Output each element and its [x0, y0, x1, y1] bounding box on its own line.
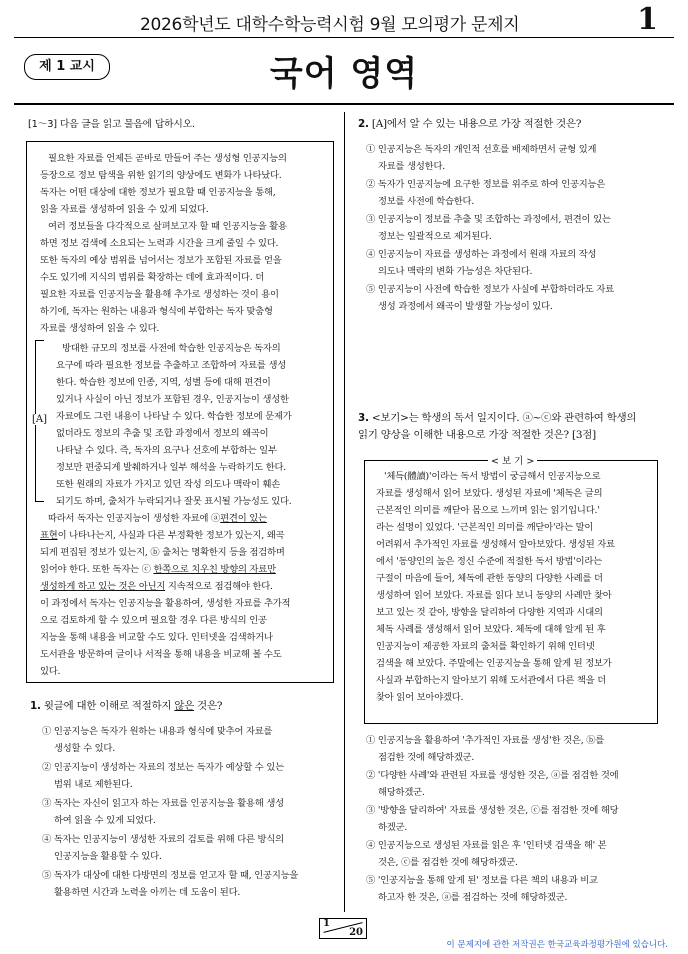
passage-line: 있다.	[40, 666, 61, 677]
passage-line: 독자는 어떤 대상에 대한 정보가 필요할 때 인공지능을 통해,	[40, 187, 276, 198]
passage-text: 읽어야 한다. 또한 독자는 ⓒ	[40, 564, 154, 575]
passage-line: 요구에 따라 필요한 정보를 추출하고 조합하여 자료를 생성	[56, 360, 287, 371]
bogi-line: 검색을 해 보았다. 주말에는 인공지능을 통해 알게 된 정보가	[376, 658, 612, 669]
choice-1[interactable]: ① 인공지능은 독자의 개인적 선호를 배제하면서 균형 있게	[366, 144, 597, 155]
passage-line	[40, 527, 284, 544]
bogi-line: 인공지능이 제공한 자료의 출처를 확인하기 위해 인터넷	[376, 641, 595, 652]
passage-line: 필요한 자료를 언제든 곧바로 만들어 주는 생성형 인공지능의	[48, 153, 287, 164]
choice-5-cont: 활용하면 시간과 노력을 아끼는 데 도움이 된다.	[54, 887, 241, 898]
choice-4-cont: 인공지능을 활용할 수 있다.	[54, 851, 162, 862]
choice-2[interactable]: ② '다양한 사례'와 관련된 자료를 생성한 것은, ⓐ를 점검한 것에	[366, 770, 619, 781]
choice-3[interactable]: ③ 독자는 자신이 읽고자 하는 자료를 인공지능을 활용해 생성	[42, 798, 284, 809]
choice-2[interactable]: ② 독자가 인공지능에 요구한 정보를 위주로 하여 인공지능은	[366, 179, 606, 190]
choice-3-cont: 정보는 일괄적으로 제거된다.	[378, 231, 492, 242]
choice-5-cont: 하고자 한 것은, ⓐ를 점검하는 것에 해당하겠군.	[378, 892, 568, 903]
choice-5-cont: 생성 과정에서 왜곡이 발생할 가능성이 있다.	[378, 301, 553, 312]
choice-1-cont: 점검한 것에 해당하겠군.	[378, 752, 475, 763]
bogi-line: 자료를 생성해서 읽어 보았다. 생성된 자료에 '체독은 글의	[376, 488, 603, 499]
passage-text: 따라서 독자는 인공지능이 생성한 자료에 ⓐ	[48, 513, 221, 524]
stem-emphasis: 않은	[174, 700, 195, 712]
choice-1-cont: 생성할 수 있다.	[54, 743, 115, 754]
bogi-line: 사실과 부합하는지 알아보기 위해 도서관에서 다른 책을 더	[376, 675, 607, 686]
page-current: 1	[323, 918, 330, 929]
choice-4[interactable]: ④ 인공지능으로 생성된 자료를 읽은 후 '인터넷 검색을 해' 본	[366, 840, 607, 851]
bogi-line: 생성하여 읽어 보았다. 자료를 읽다 보니 동양의 사례만 찾아	[376, 590, 612, 601]
choice-1[interactable]: ① 인공지능은 독자가 원하는 내용과 형식에 맞추어 자료를	[42, 726, 273, 737]
choice-1[interactable]: ① 인공지능을 활용하여 '추가적인 자료를 생성'한 것은, ⓑ를	[366, 735, 605, 746]
choice-3-cont: 하여 읽을 수 있게 되었다.	[54, 815, 156, 826]
bogi-line: 에서 '동양인의 높은 정신 수준에 적절한 독서 방법'이라는	[376, 556, 602, 567]
choice-5[interactable]: ⑤ 독자가 대상에 대한 다방면의 정보를 얻고자 할 때, 인공지능을	[42, 870, 299, 881]
question-stem	[30, 698, 222, 715]
passage-line: 방대한 규모의 정보를 사전에 학습한 인공지능은 독자의	[62, 343, 281, 354]
choice-2-cont: 해당하겠군.	[378, 787, 425, 798]
mark-a-cont: 표현	[40, 530, 58, 541]
passage-line: 나타날 수 있다. 즉, 독자의 요구나 선호에 부합하는 일부	[56, 445, 277, 456]
passage-line: 지능을 통해 내용을 비교할 수도 있다. 인터넷을 검색하거나	[40, 632, 273, 643]
question-stem	[358, 410, 636, 427]
copyright-notice: 이 문제지에 관한 저작권은 한국교육과정평가원에 있습니다.	[446, 940, 668, 950]
passage-line: 하기에, 독자는 원하는 내용과 형식에 부합하는 독자 맞춤형	[40, 306, 273, 317]
question-stem	[358, 116, 581, 133]
passage-line: 되기도 하며, 출처가 누락되거나 잘못 표시될 가능성도 있다.	[56, 496, 292, 507]
choice-4[interactable]: ④ 독자는 인공지능이 생성한 자료의 검토를 위해 다른 방식의	[42, 834, 284, 845]
bogi-line: 구절이 마음에 들어, 체독에 관한 동양의 다양한 사례를 더	[376, 573, 603, 584]
choice-1-cont: 자료를 생성한다.	[378, 161, 445, 172]
passage-line	[48, 510, 267, 527]
passage-line: 없더라도 정보의 추출 및 조합 과정에서 정보의 왜곡이	[56, 428, 269, 439]
passage-line: 정보만 편중되게 발췌하거나 일부 해석을 누락하기도 한다.	[56, 462, 287, 473]
page-mark: 1	[637, 2, 658, 37]
choice-4-cont: 것은, ⓒ를 점검한 것에 해당하겠군.	[378, 857, 518, 868]
stem-text: <보기>는 학생의 독서 일지이다. ⓐ~ⓒ와 관련하여 학생의	[371, 412, 637, 424]
passage-line: 이 과정에서 독자는 인공지능을 활용하여, 생성한 자료를 추가적	[40, 598, 291, 609]
bogi-line: 근본적인 의미를 깨닫아 몸으로 느끼며 읽는 읽기입니다.'	[376, 505, 600, 516]
choice-5[interactable]: ⑤ '인공지능을 통해 알게 된' 정보를 다른 책의 내용과 비교	[366, 875, 598, 886]
bracket-a-label: [A]	[32, 414, 48, 425]
choice-3[interactable]: ③ 인공지능이 정보를 추출 및 조합하는 과정에서, 편견이 있는	[366, 214, 611, 225]
bogi-line: 찾아 읽어 보아야겠다.	[376, 692, 464, 703]
header-divider	[14, 37, 674, 38]
passage-line: 되게 편집된 정보가 있는지, ⓑ 출처는 명확한지 등을 점검하며	[40, 547, 285, 558]
period-badge: 제 1 교시	[24, 54, 110, 80]
choice-5[interactable]: ⑤ 인공지능이 사전에 학습한 정보가 사실에 부합하더라도 자료	[366, 284, 614, 295]
passage-text: 지속적으로 점검해야 한다.	[165, 581, 273, 592]
subject-title: 국어 영역	[269, 54, 419, 94]
passage-line: 도서관을 방문하여 글이나 서적을 통해 내용을 비교해 볼 수도	[40, 649, 282, 660]
choice-2-cont: 범위 내로 제한된다.	[54, 779, 133, 790]
passage-line	[40, 578, 273, 595]
question-number: 1.	[30, 700, 41, 712]
bogi-line: 보고 있는 것 같아, 방향을 달리하여 다양한 지역과 시대의	[376, 607, 603, 618]
choice-4[interactable]: ④ 인공지능이 자료를 생성하는 과정에서 원래 자료의 작성	[366, 249, 597, 260]
bogi-line: '체득(體讀)'이라는 독서 방법이 궁금해서 인공지능으로	[384, 471, 601, 482]
stem-text: 것은?	[194, 700, 223, 712]
stem-text: 윗글에 대한 이해로 적절하지	[43, 700, 175, 712]
instruction: [1～3] 다음 글을 읽고 물음에 답하시오.	[28, 119, 195, 130]
question-stem-cont: 읽기 양상을 이해한 내용으로 가장 적절한 것은? [3점]	[358, 429, 596, 441]
exam-title: 2026학년도 대학수학능력시험 9월 모의평가 문제지	[140, 15, 520, 35]
choice-4-cont: 의도나 맥락의 변화 가능성은 차단된다.	[378, 266, 533, 277]
mark-a: 편견이 있는	[220, 513, 267, 524]
passage-text: 이 나타나는지, 사실과 다른 부정확한 정보가 있는지, 왜곡	[57, 530, 285, 541]
passage-line: 읽을 자료를 생성하여 읽을 수 있게 되었다.	[40, 204, 209, 215]
question-number: 2.	[358, 118, 369, 130]
bogi-title: < 보 기 >	[488, 453, 537, 467]
mark-c: 한쪽으로 치우친 방향의 자료만	[153, 564, 276, 575]
choice-3-cont: 하겠군.	[378, 822, 408, 833]
stem-text: [A]에서 알 수 있는 내용으로 가장 적절한 것은?	[371, 118, 582, 130]
passage-line: 또한 원래의 자료가 가지고 있던 작성 의도나 맥락이 훼손	[56, 479, 281, 490]
passage-line: 자료를 생성하여 읽을 수 있다.	[40, 323, 160, 334]
passage-line: 하면 정보 검색에 소요되는 노력과 시간을 크게 줄일 수 있다.	[40, 238, 279, 249]
passage-line: 또한 독자의 예상 범위를 넘어서는 정보가 포함된 자료를 얻을	[40, 255, 282, 266]
bogi-line: 어려워서 추가적인 자료를 생성해서 알아보았다. 생성된 자료	[376, 539, 615, 550]
bogi-line: 라는 설명이 있었다. '근본적인 의미를 깨닫아'라는 말이	[376, 522, 594, 533]
mark-c-cont: 생성하게 하고 있는 것은 아닌지	[40, 581, 166, 592]
subject-divider	[14, 103, 674, 105]
passage-line	[40, 561, 276, 578]
passage-line: 등장으로 정보 탐색을 위한 읽기의 양상에도 변화가 나타났다.	[40, 170, 282, 181]
question-number: 3.	[358, 412, 369, 424]
passage-line: 수도 있기에 지식의 범위를 확장하는 데에 효과적이다. 더	[40, 272, 265, 283]
passage-line: 한다. 학습한 정보에 인종, 지역, 성별 등에 대해 편견이	[56, 377, 271, 388]
passage-line: 으로 검토하게 할 수 있으며 필요할 경우 다른 방식의 인공	[40, 615, 267, 626]
choice-3[interactable]: ③ '방향을 달리하여' 자료를 생성한 것은, ⓒ를 점검한 것에 해당	[366, 805, 619, 816]
column-divider	[344, 112, 345, 912]
passage-line: 있거나 사실이 아닌 정보가 포함된 경우, 인공지능이 생성한	[56, 394, 289, 405]
passage-line: 자료에도 그런 내용이 나타날 수 있다. 학습한 정보에 문제가	[56, 411, 292, 422]
passage-line: 여러 정보들을 다각적으로 살펴보고자 할 때 인공지능을 활용	[48, 221, 287, 232]
page-number	[319, 918, 367, 938]
choice-2[interactable]: ② 인공지능이 생성하는 자료의 정보는 독자가 예상할 수 있는	[42, 762, 284, 773]
passage-line: 필요한 자료를 인공지능을 활용해 추가로 생성하는 것이 용이	[40, 289, 279, 300]
choice-2-cont: 정보를 사전에 학습한다.	[378, 196, 475, 207]
bogi-line: 체독 사례를 생성해서 읽어 보았다. 체독에 대해 알게 된 후	[376, 624, 606, 635]
page-total: 20	[349, 927, 363, 938]
